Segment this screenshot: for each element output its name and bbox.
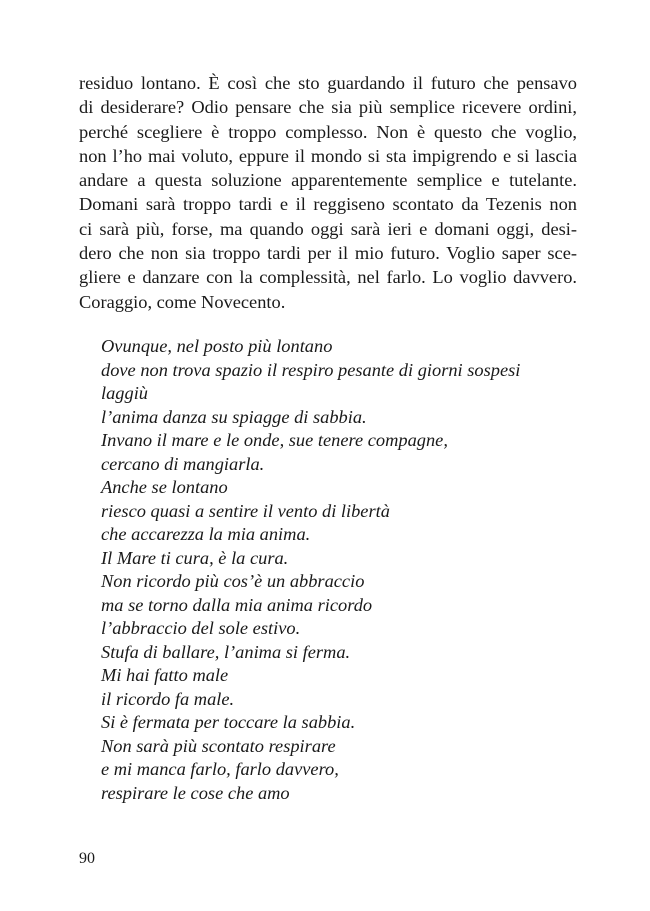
prose-line: di desiderare? Odio pensare che sia più semplice ricevere ordini, <box>79 97 577 118</box>
poem-line: Stufa di ballare, l’anima si ferma. <box>101 641 351 662</box>
poem <box>101 335 571 805</box>
poem-line: laggiù <box>101 383 149 403</box>
prose-line: andare a questa soluzione apparentemente semplice e tutelante. <box>79 170 577 191</box>
poem-line: Ovunque, nel posto più lontano <box>101 336 333 356</box>
prose-line: non l’ho mai voluto, eppure il mondo si sta impigrendo e si lascia <box>79 145 577 166</box>
poem-line: l’abbraccio del sole estivo. <box>101 618 301 638</box>
poem-line: dove non trova spazio il respiro pesante di giorni sospesi <box>101 359 521 380</box>
poem-line: che accarezza la mia anima. <box>101 524 311 544</box>
poem-line: e mi manca farlo, farlo davvero, <box>101 759 339 779</box>
prose-line: perché scegliere è troppo complesso. Non è questo che voglio, <box>79 121 577 142</box>
poem-line: Il Mare ti cura, è la cura. <box>101 547 289 568</box>
poem-line: riesco quasi a sentire il vento di libertà <box>101 500 390 521</box>
poem-line: Si è fermata per toccare la sabbia. <box>101 712 356 732</box>
poem-line: ma se torno dalla mia anima ricordo <box>101 594 373 615</box>
poem-line: respirare le cose che amo <box>101 782 290 803</box>
poem-line: Non sarà più scontato respirare <box>101 735 336 756</box>
prose-line: gliere e danzare con la complessità, nel farlo. Lo voglio davvero. <box>79 267 577 288</box>
poem-line: il ricordo fa male. <box>101 688 235 709</box>
prose-line: Domani sarà troppo tardi e il reggiseno scontato da Tezenis non <box>79 194 577 215</box>
prose-line: dero che non sia troppo tardi per il mio futuro. Voglio saper sce- <box>79 243 577 264</box>
poem-line: Anche se lontano <box>101 477 228 497</box>
page-number: 90 <box>79 850 95 867</box>
poem-line: l’anima danza su spiagge di sabbia. <box>101 406 367 427</box>
prose-paragraph <box>79 71 577 314</box>
poem-line: Non ricordo più cos’è un abbraccio <box>101 571 365 591</box>
prose-line: ci sarà più, forse, ma quando oggi sarà ieri e domani oggi, desi- <box>79 218 577 239</box>
prose-line: residuo lontano. È così che sto guardando il futuro che pensavo <box>79 73 577 93</box>
poem-line: cercano di mangiarla. <box>101 453 265 474</box>
prose-line: Coraggio, come Novecento. <box>79 291 286 312</box>
poem-line: Invano il mare e le onde, sue tenere compagne, <box>101 430 448 450</box>
poem-line: Mi hai fatto male <box>101 665 229 685</box>
